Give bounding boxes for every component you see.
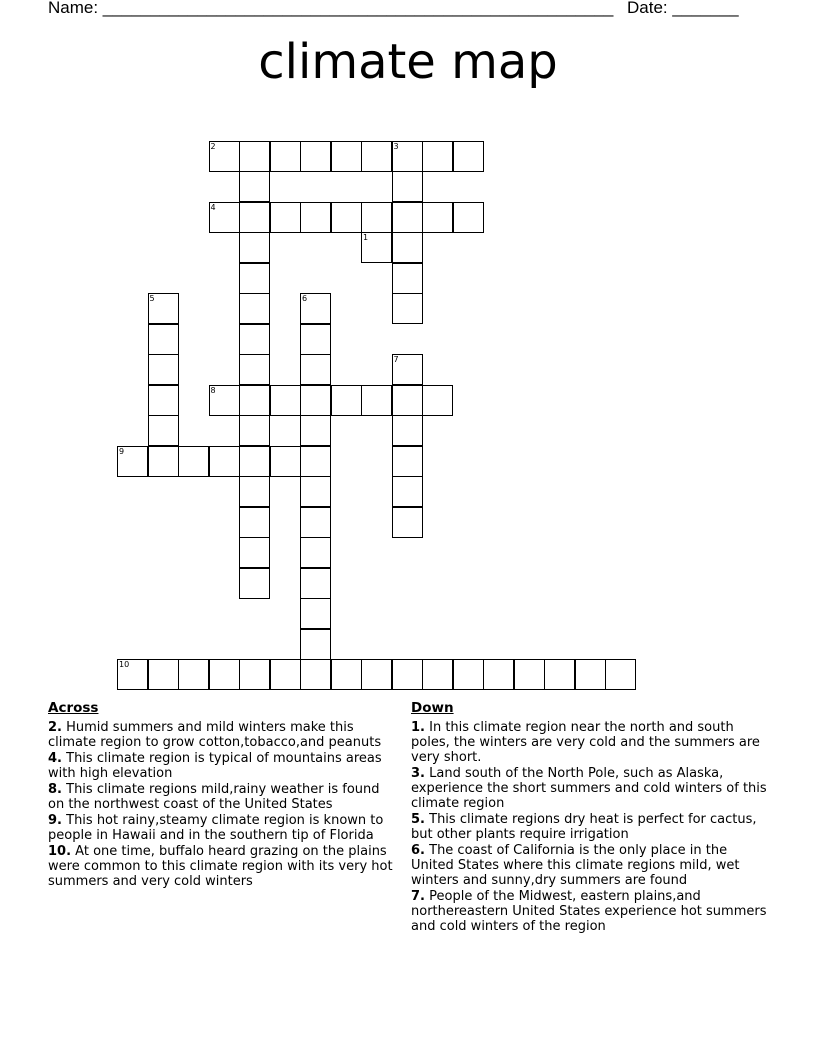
crossword-cell[interactable] <box>239 354 270 385</box>
cell-number: 3 <box>393 141 399 151</box>
clue-item <box>48 813 398 843</box>
crossword-cell[interactable] <box>300 293 331 324</box>
clue-item <box>411 766 771 811</box>
clue-number: 10. <box>48 844 72 859</box>
clue-number: 5. <box>411 812 425 827</box>
crossword-cell[interactable] <box>239 507 270 538</box>
crossword-cell[interactable] <box>392 293 423 324</box>
crossword-cell[interactable] <box>392 171 423 202</box>
crossword-cell[interactable] <box>361 141 392 172</box>
clue-number: 6. <box>411 843 425 858</box>
crossword-cell[interactable] <box>514 659 545 690</box>
crossword-cell[interactable] <box>300 537 331 568</box>
crossword-cell[interactable] <box>270 141 301 172</box>
crossword-cell[interactable] <box>209 446 240 477</box>
crossword-cell[interactable] <box>209 659 240 690</box>
crossword-cell[interactable] <box>117 659 148 690</box>
crossword-cell[interactable] <box>392 659 423 690</box>
crossword-cell[interactable] <box>331 385 362 416</box>
crossword-cell[interactable] <box>270 446 301 477</box>
crossword-cell[interactable] <box>239 263 270 294</box>
crossword-cell[interactable] <box>605 659 636 690</box>
crossword-cell[interactable] <box>453 659 484 690</box>
crossword-cell[interactable] <box>392 507 423 538</box>
crossword-cell[interactable] <box>209 141 240 172</box>
crossword-cell[interactable] <box>239 293 270 324</box>
crossword-cell[interactable] <box>239 568 270 599</box>
crossword-cell[interactable] <box>361 202 392 233</box>
crossword-cell[interactable] <box>239 202 270 233</box>
crossword-cell[interactable] <box>361 232 392 263</box>
crossword-cell[interactable] <box>117 446 148 477</box>
crossword-cell[interactable] <box>361 385 392 416</box>
crossword-cell[interactable] <box>331 659 362 690</box>
clue-text: At one time, buffalo heard grazing on the plains were common to this climate region with its very hot summers and very cold winters <box>48 844 393 889</box>
crossword-cell[interactable] <box>148 659 179 690</box>
crossword-cell[interactable] <box>331 141 362 172</box>
crossword-cell[interactable] <box>300 415 331 446</box>
across-heading: Across <box>48 700 99 716</box>
crossword-cell[interactable] <box>300 202 331 233</box>
clue-number: 4. <box>48 751 62 766</box>
crossword-cell[interactable] <box>300 446 331 477</box>
clue-number: 9. <box>48 813 62 828</box>
cell-number: 2 <box>210 141 216 151</box>
crossword-cell[interactable] <box>392 385 423 416</box>
crossword-cell[interactable] <box>239 659 270 690</box>
clue-number: 3. <box>411 766 425 781</box>
crossword-cell[interactable] <box>148 354 179 385</box>
crossword-cell[interactable] <box>239 476 270 507</box>
crossword-cell[interactable] <box>178 446 209 477</box>
cell-number: 5 <box>149 294 155 303</box>
crossword-cell[interactable] <box>270 659 301 690</box>
crossword-cell[interactable] <box>422 141 453 172</box>
cell-number: 8 <box>210 385 216 395</box>
clue-item <box>411 720 771 765</box>
crossword-cell[interactable] <box>239 141 270 172</box>
clue-item <box>48 782 398 812</box>
crossword-cell[interactable] <box>392 415 423 446</box>
crossword-cell[interactable] <box>300 385 331 416</box>
cell-number: 1 <box>363 233 369 242</box>
clue-text: This hot rainy,steamy climate region is known to people in Hawaii and in the southern tip of Florida <box>48 813 384 843</box>
clue-item <box>48 844 398 889</box>
crossword-cell[interactable] <box>300 598 331 629</box>
clue-text: Land south of the North Pole, such as Alaska, experience the short summers and cold winters of this climate region <box>411 766 767 811</box>
crossword-cell[interactable] <box>392 354 423 385</box>
clue-item <box>411 812 771 842</box>
crossword-cell[interactable] <box>178 659 209 690</box>
crossword-cell[interactable] <box>300 659 331 690</box>
clue-text: People of the Midwest, eastern plains,and northereastern United States experience hot summers and cold winters of the region <box>411 889 767 934</box>
crossword-cell[interactable] <box>392 476 423 507</box>
crossword-cell[interactable] <box>148 324 179 355</box>
crossword-cell[interactable] <box>239 324 270 355</box>
crossword-cell[interactable] <box>148 446 179 477</box>
name-field-label: Name: ______________________________________________________ <box>48 0 614 17</box>
crossword-cell[interactable] <box>239 415 270 446</box>
clue-item <box>48 720 398 750</box>
crossword-cell[interactable] <box>453 141 484 172</box>
cell-number: 6 <box>302 294 308 303</box>
crossword-cell[interactable] <box>239 537 270 568</box>
cell-number: 7 <box>393 355 399 364</box>
crossword-cell[interactable] <box>483 659 514 690</box>
crossword-cell[interactable] <box>544 659 575 690</box>
clue-item <box>48 751 398 781</box>
date-field-label: Date: _______ <box>627 0 739 17</box>
clue-text: This climate region is typical of mountains areas with high elevation <box>48 751 382 781</box>
clue-number: 1. <box>411 720 425 735</box>
clue-text: This climate regions mild,rainy weather is found on the northwest coast of the United States <box>48 782 380 812</box>
clue-number: 7. <box>411 889 425 904</box>
crossword-cell[interactable] <box>422 659 453 690</box>
crossword-cell[interactable] <box>239 171 270 202</box>
crossword-cell[interactable] <box>300 476 331 507</box>
crossword-cell[interactable] <box>300 141 331 172</box>
cell-number: 4 <box>210 202 216 212</box>
crossword-cell[interactable] <box>392 446 423 477</box>
clue-number: 2. <box>48 720 62 735</box>
clue-item <box>411 889 771 934</box>
crossword-cell[interactable] <box>300 354 331 385</box>
down-clues <box>411 701 771 935</box>
crossword-cell[interactable] <box>300 507 331 538</box>
cell-number: 9 <box>119 446 125 456</box>
across-clues <box>48 701 398 890</box>
crossword-cell[interactable] <box>148 415 179 446</box>
clue-text: Humid summers and mild winters make this climate region to grow cotton,tobacco,and peanuts <box>48 720 382 750</box>
crossword-cell[interactable] <box>209 385 240 416</box>
crossword-cell[interactable] <box>422 385 453 416</box>
page-title: climate map <box>258 34 558 90</box>
crossword-cell[interactable] <box>209 202 240 233</box>
crossword-cell[interactable] <box>300 568 331 599</box>
cell-number: 10 <box>119 660 130 669</box>
crossword-cell[interactable] <box>300 324 331 355</box>
clue-text: This climate regions dry heat is perfect for cactus, but other plants require irrigation <box>411 812 757 842</box>
clue-item <box>411 843 771 888</box>
clue-number: 8. <box>48 782 62 797</box>
crossword-cell[interactable] <box>392 202 423 233</box>
crossword-cell[interactable] <box>239 385 270 416</box>
crossword-cell[interactable] <box>239 446 270 477</box>
crossword-cell[interactable] <box>331 202 362 233</box>
clue-text: The coast of California is the only place in the United States where this climate regions mild, wet winters and sunny,dry summers are found <box>411 843 740 888</box>
crossword-cell[interactable] <box>148 293 179 324</box>
clue-text: In this climate region near the north and south poles, the winters are very cold and the summers are very short. <box>411 720 760 765</box>
crossword-cell[interactable] <box>392 232 423 263</box>
crossword-cell[interactable] <box>392 263 423 294</box>
down-heading: Down <box>411 700 454 716</box>
crossword-cell[interactable] <box>148 385 179 416</box>
crossword-cell[interactable] <box>270 385 301 416</box>
crossword-cell[interactable] <box>392 141 423 172</box>
crossword-cell[interactable] <box>575 659 606 690</box>
crossword-cell[interactable] <box>270 202 301 233</box>
crossword-cell[interactable] <box>300 629 331 660</box>
crossword-cell[interactable] <box>361 659 392 690</box>
crossword-cell[interactable] <box>422 202 453 233</box>
crossword-cell[interactable] <box>239 232 270 263</box>
crossword-cell[interactable] <box>453 202 484 233</box>
